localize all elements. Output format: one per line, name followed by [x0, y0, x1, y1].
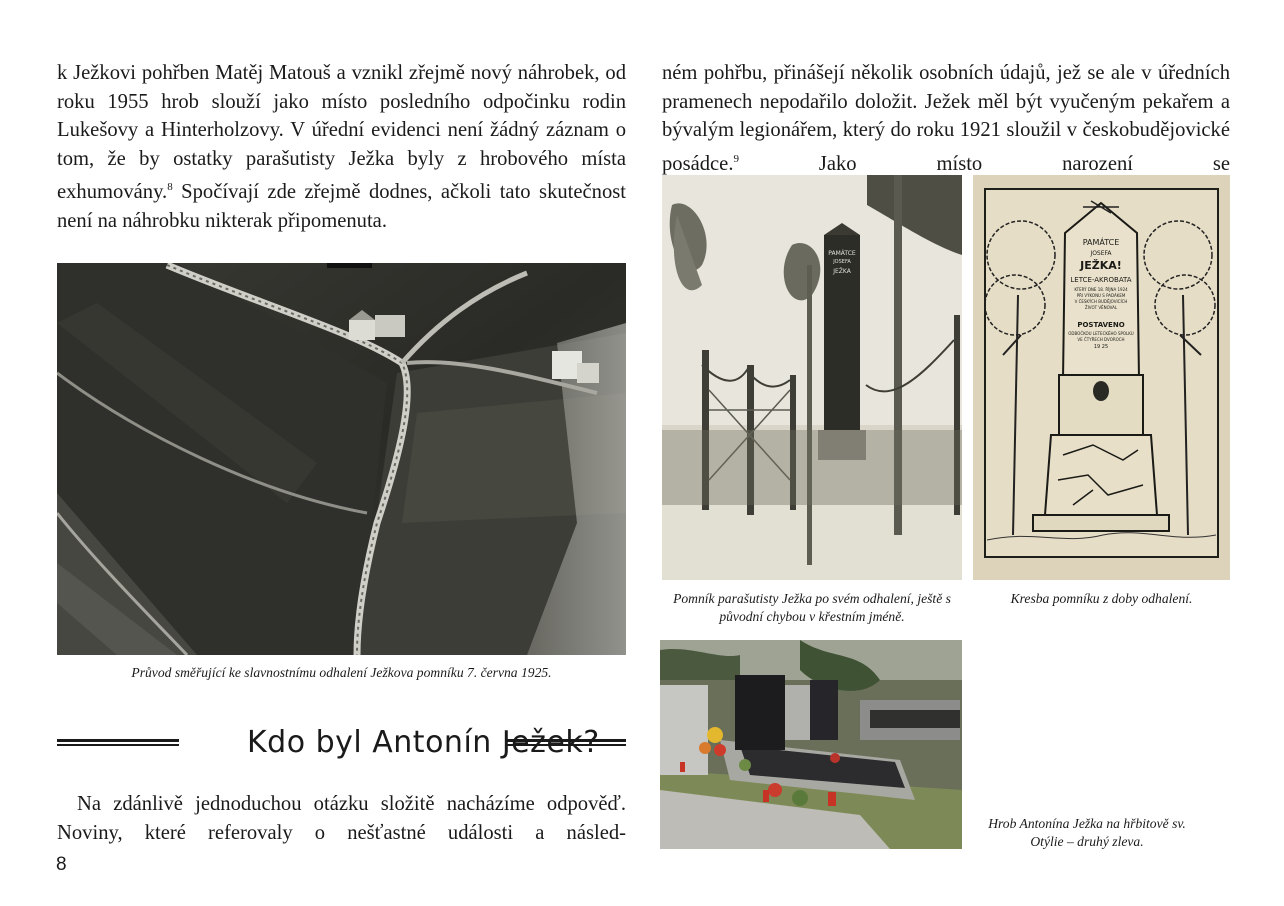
photo3-caption: Kresba pomníku z doby odhalení. — [1010, 591, 1193, 606]
svg-text:ŽIVOT VĚNOVAL: ŽIVOT VĚNOVAL — [1084, 305, 1118, 310]
grave-photo — [660, 640, 962, 849]
photo4-caption: Hrob Antonína Ježka na hřbitově sv. Otýlie – druhý zleva. — [988, 816, 1186, 849]
svg-text:PAMÁTCE: PAMÁTCE — [1082, 238, 1120, 247]
svg-text:LETCE-AKROBATA: LETCE-AKROBATA — [1070, 276, 1132, 284]
svg-text:JOSEFA: JOSEFA — [833, 259, 851, 265]
heading-rule-right — [505, 739, 626, 746]
footnote-ref-8[interactable]: 8 — [167, 181, 173, 194]
monument-photo — [662, 175, 962, 580]
svg-text:VE ČTYŘECH DVOROCH: VE ČTYŘECH DVOROCH — [1077, 337, 1125, 342]
heading-rule-left — [57, 739, 179, 746]
monument-drawing — [973, 175, 1230, 580]
photo1-caption: Průvod směřující ke slavnostnímu odhalení Ježkova pomníku 7. června 1925. — [131, 665, 552, 680]
left-column — [57, 59, 626, 235]
page-number: 8 — [56, 854, 67, 875]
aerial-procession-photo — [57, 263, 626, 655]
section-heading-block — [57, 720, 626, 766]
svg-text:PŘI VÝKONU S PADÁKEM: PŘI VÝKONU S PADÁKEM — [1076, 293, 1126, 298]
left-paragraph-1: k Ježkovi pohřben Matěj Matouš a vznikl zřejmě nový náhrobek, od roku 1955 hrob slouží jako místo posledního odpočinku rodin Lukešovy a Hinterholzovy. V úřední evidenci není žádný záznam o tom, že by ostatky parašutisty Ježka byly z hrobového místa exhumovány.$^8$ Spočívají zde zřejmě dodnes, ačkoli tato skutečnost není na náhrobku nikterak připomenuta. — [57, 62, 626, 232]
svg-text:ODBOČKOU LETECKÉHO SPOLKU: ODBOČKOU LETECKÉHO SPOLKU — [1068, 331, 1134, 336]
right-paragraph-1: ném pohřbu, přinášejí několik osobních údajů, jež se ale v úředních pramenech nepodařilo doložit. Ježek měl být vyučeným pekařem a bývalým legionářem, který do roku 1921 sloužil v českobudějovické posádce.$^9$ Jako místo narození se — [662, 62, 1230, 175]
section-heading: Kdo byl Antonín Ježek? — [247, 725, 600, 760]
svg-text:KTERÝ DNE 18. ŘÍJNA 1924: KTERÝ DNE 18. ŘÍJNA 1924 — [1074, 287, 1128, 292]
right-column — [662, 59, 1230, 178]
svg-text:POSTAVENO: POSTAVENO — [1077, 321, 1125, 329]
svg-text:19 25: 19 25 — [1093, 344, 1109, 350]
svg-text:JEŽKA!: JEŽKA! — [1080, 259, 1122, 272]
svg-text:PAMÁTCE: PAMÁTCE — [828, 250, 856, 257]
svg-text:V ČESKÝCH BUDĚJOVICÍCH: V ČESKÝCH BUDĚJOVICÍCH — [1074, 299, 1128, 304]
left-paragraph-2: Na zdánlivě jednoduchou otázku složitě nacházíme odpověď. Noviny, které referovaly o nešťastné události a násled- — [57, 793, 626, 844]
footnote-ref-9[interactable]: 9 — [733, 152, 739, 165]
svg-text:JEŽKA: JEŽKA — [833, 268, 851, 275]
photo2-caption: Pomník parašutisty Ježka po svém odhalení, ještě s původní chybou v křestním jméně. — [673, 591, 951, 624]
svg-text:JOSEFA: JOSEFA — [1090, 250, 1112, 257]
left-bottom-text — [57, 790, 626, 847]
